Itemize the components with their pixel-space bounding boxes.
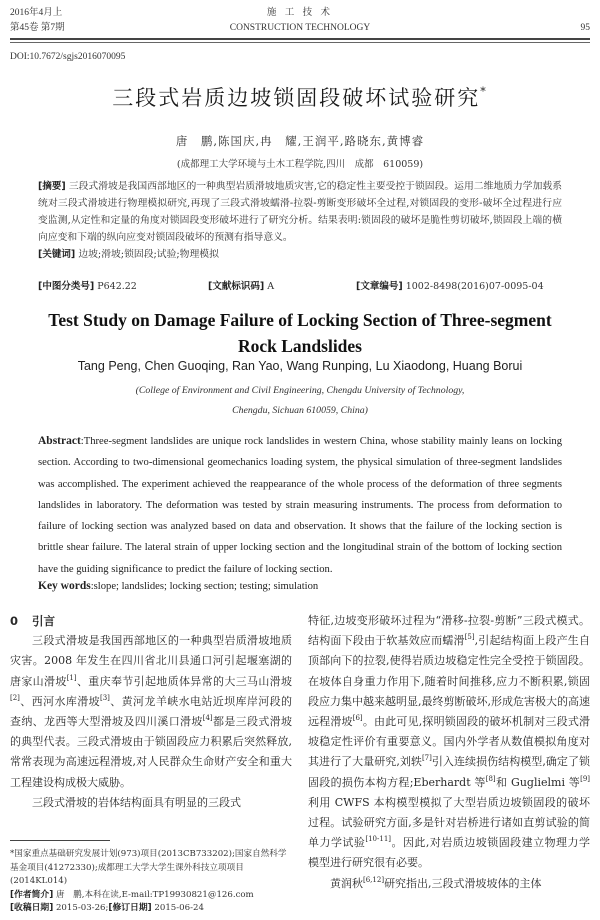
paragraph: 三段式滑坡的岩体结构面具有明显的三段式 [32,795,241,809]
citation: [7] [421,754,432,763]
issue-date: 2016年4月上 [10,8,63,18]
authors-en: Tang Peng, Chen Guoqing, Ran Yao, Wang Runping, Lu Xiaodong, Huang Borui [77,359,523,373]
abstract-en [38,431,562,580]
author-bio: [作者简介] 唐 鹏,本科在读,E-mail:TP19930821@126.com [10,889,254,900]
paragraph: 三段式滑坡是我国西部地区的一种典型岩质滑坡地质灾害。2008 年发生在四川省北川县通口河引起堰塞湖的唐家山滑坡[1]、重庆奉节引起地质体异常的大三马山滑坡[2]、西河水库滑坡[3]、黄河龙羊峡水电站近坝库岸河段的查纳、龙西等大型滑坡及四川溪口滑坡[4]都是三段式滑坡的典型代表。三段式滑坡由于锁固段应力积累后突然释放,常常表现为高速远程滑坡,对人民群众生命财产安全和重大工程建设构成极大威胁。 [10,634,293,789]
affiliation-en-line2: Chengdu, Sichuan 610059, China) [232,405,368,416]
volume-issue: 第45卷 第7期 [10,23,65,33]
citation: [9] [580,774,591,783]
citation: [5] [464,633,475,642]
journal-name-en: CONSTRUCTION TECHNOLOGY [229,23,371,33]
keywords-en-text: :slope; landslides; locking section; testing; simulation [90,581,319,592]
clc: [中图分类号] P642.22 [38,281,137,292]
title-cn [0,82,600,112]
citation: [6] [352,714,363,723]
abstract-en-label: Abstract [38,435,81,447]
article-number: [文章编号] 1002-8498(2016)07-0095-04 [356,281,544,292]
section-heading-intro [10,611,292,631]
journal-name-cn: 施 工 技 术 [266,8,334,18]
keywords-cn-label: [关键词] [38,249,76,260]
keywords-en [38,580,562,592]
abstract-en-text: :Three-segment landslides are unique rock landslides in western China, whose stability mainly leans on locking section. According to two-dimensional geomechanics loading system, the physical simulation of three-segment landslides was accomplished. The experiment achieved the reappearance of the whole process of the deformation of three segments landslides in laboratory. The deformation was tested by strain measuring instruments. The process from deformation to failure of locking section was analyzed based on data and observation. It shows that the failure of the locking section is brittle shear failure. The lateral strain of upper locking section and the longitudinal strain of the bottom of locking section have the guiding significance to predict the failure of locking section. [38,436,562,575]
body-column-left [10,611,292,813]
body-column-right [308,611,590,894]
funding-marker: * [480,85,488,98]
funding-note: *国家重点基础研究发展计划(973)项目(2013CB733202);国家自然科学基金项目(41272330);成都理工大学大学生课外科技立项项目(2014KL014) [10,849,287,886]
citation: [1] [66,673,77,682]
citation: [2] [10,693,20,702]
keywords-cn-text: 边坡;滑坡;锁固段;试验;物理模拟 [78,249,219,260]
doi: DOI:10.7672/sgjs2016070095 [10,52,126,62]
footnote-rule [10,840,110,841]
citation: [8] [485,774,496,783]
paragraph: 黄润秋[6,12]研究指出,三段式滑坡坡体的主体 [330,875,542,890]
header-rule-thin [10,42,590,43]
dates: [收稿日期] 2015-03-26;[修订日期] 2015-06-24 [10,903,204,913]
affiliation-en-line1: (College of Environment and Civil Engineering, Chengdu University of Technology, [135,385,465,396]
affiliation-en [0,381,600,421]
authors-cn: 唐 鹏,陈国庆,冉 耀,王润平,路晓东,黄博睿 [175,134,425,148]
abstract-cn-label: [摘要] [38,181,66,192]
doc-code: [文献标识码] A [208,281,275,292]
keywords-en-label: Key words [38,580,91,592]
citation: [10-11] [365,835,392,844]
page-number: 95 [580,23,590,33]
citation: [6,12] [363,875,385,884]
title-en: Test Study on Damage Failure of Locking Section of Three-segment Rock Landslides [48,310,552,356]
section-number: 0 [10,614,19,628]
affiliation-cn: (成都理工大学环境与土木工程学院,四川 成都 610059) [176,159,424,170]
citation: [4] [202,714,213,723]
citation: [3] [99,693,110,702]
abstract-cn [38,178,562,263]
section-title: 引言 [32,614,55,628]
footnote [10,848,292,916]
abstract-cn-text: 三段式滑坡是我国西部地区的一种典型岩质滑坡地质灾害,它的稳定性主要受控于锁固段。运用二维地质力学加载系统对三段式滑坡进行物理模拟研究,再现了三段式滑坡蠕滑-拉裂-剪断变形破坏全过程,对锁固段的变形-破坏全过程进行应变监测,从定性和定量的角度对锁固段变形破坏进行了研究分析。结果表明:锁固段的破坏是脆性剪切破坏,锁固段上端的横向应变和下端的纵向应变对锁固段破坏的预测有指导意义。 [38,181,562,243]
header-rule [10,38,590,40]
title-cn-text: 三段式岩质边坡锁固段破坏试验研究 [112,86,481,110]
paragraph: 特征,边坡变形破坏过程为“滑移-拉裂-剪断”三段式模式。结构面下段由于软基效应而蠕滑[5],引起结构面上段产生自顶部向下的拉裂,使得岩质边坡稳定性完全受控于锁固段。在坡体自身重力作用下,随着时间推移,应力不断积累,锁固段应力集中越来越明显,最终剪断破坏,形成危害极大的高速远程滑坡[6]。由此可见,探明锁固段的破坏机制对三段式滑坡稳定性评价有重要意义。国内外学者从数值模拟角度对其进行了大量研究,刘轶[7]引入连续损伤结构模型,确定了锁固段的损伤本构方程;Eberhardt 等[8]和 Guglielmi 等[9]利用 CWFS 本构模型模拟了大型岩质边坡锁固段的破坏过程。试验研究方面,多是针对岩桥进行诸如直剪试验的简单力学试验[10-11]。因此,对岩质边坡锁固段建立物理力学模型进行研究很有必要。 [308,614,591,870]
